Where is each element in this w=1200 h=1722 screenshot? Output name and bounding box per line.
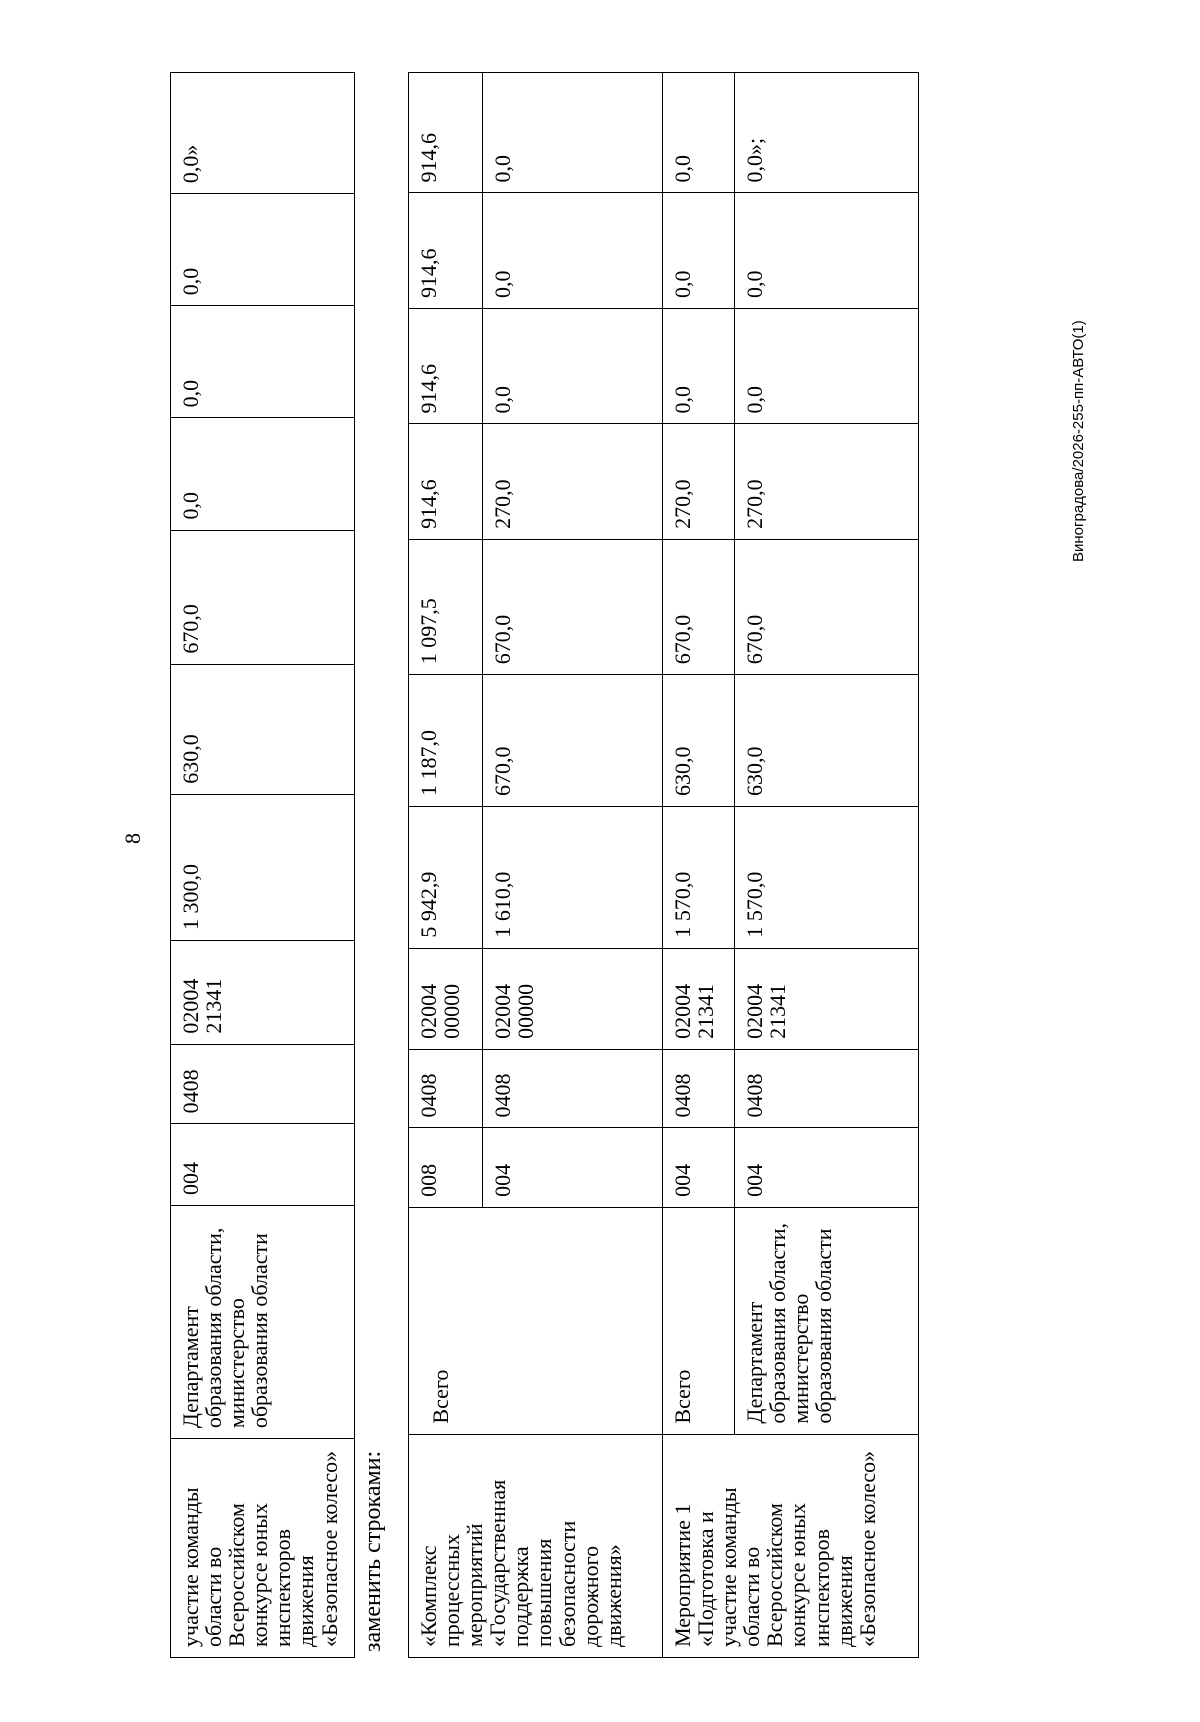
csr-cell: 02004 00000 <box>483 948 663 1049</box>
rzpr-cell: 0408 <box>171 1044 355 1124</box>
table-previous-row <box>170 72 355 1658</box>
year1-cell: 630,0 <box>663 675 735 807</box>
csr-cell: 02004 21341 <box>171 941 355 1045</box>
year6-cell: 0,0 <box>483 73 663 194</box>
year5-cell: 0,0 <box>171 194 355 306</box>
grbs-cell: 004 <box>735 1128 919 1207</box>
year6-cell: 914,6 <box>409 73 483 194</box>
year2-cell: 670,0 <box>171 530 355 664</box>
year3-cell: 270,0 <box>735 424 919 539</box>
year6-cell: 0,0 <box>663 73 735 194</box>
document-code: Виноградова/2026-255-пп-АВТО(1) <box>1070 320 1087 562</box>
replace-instruction: заменить строками: <box>360 1450 386 1652</box>
year4-cell: 0,0 <box>171 306 355 418</box>
year4-cell: 0,0 <box>483 308 663 423</box>
executor-cell: Всего <box>663 1207 735 1434</box>
year2-cell: 670,0 <box>735 539 919 674</box>
year3-cell: 914,6 <box>409 424 483 539</box>
grbs-cell: 004 <box>171 1124 355 1206</box>
csr-cell: 02004 00000 <box>409 948 483 1049</box>
year2-cell: 1 097,5 <box>409 539 483 674</box>
year1-cell: 670,0 <box>483 675 663 807</box>
executor-cell: Департамент образования области, министерство образования области <box>171 1206 355 1439</box>
year2-cell: 670,0 <box>483 539 663 674</box>
rzpr-cell: 0408 <box>735 1049 919 1128</box>
rzpr-cell: 0408 <box>409 1049 483 1128</box>
year2-cell: 670,0 <box>663 539 735 674</box>
year5-cell: 0,0 <box>483 193 663 308</box>
table-row <box>663 73 735 1658</box>
grbs-cell: 004 <box>663 1128 735 1207</box>
year4-cell: 0,0 <box>663 308 735 423</box>
executor-cell: Департамент образования области, министерство образования области <box>735 1207 919 1434</box>
year3-cell: 270,0 <box>663 424 735 539</box>
table-row <box>735 73 919 1658</box>
year4-cell: 0,0 <box>735 308 919 423</box>
total-cell: 1 570,0 <box>735 806 919 948</box>
year4-cell: 914,6 <box>409 308 483 423</box>
total-cell: 1 300,0 <box>171 794 355 940</box>
year1-cell: 630,0 <box>171 664 355 794</box>
rzpr-cell: 0408 <box>663 1049 735 1128</box>
total-cell: 1 570,0 <box>663 806 735 948</box>
year6-cell: 0,0»; <box>735 73 919 194</box>
grbs-cell: 008 <box>409 1128 483 1207</box>
total-cell: 5 942,9 <box>409 806 483 948</box>
complex-executor-cell: Всего <box>409 1207 663 1434</box>
csr-cell: 02004 21341 <box>735 948 919 1049</box>
year5-cell: 0,0 <box>735 193 919 308</box>
grbs-cell: 004 <box>483 1128 663 1207</box>
table-new-rows <box>408 72 919 1658</box>
rotated-page-content <box>58 72 1158 1672</box>
complex-name-cell: «Комплекс процессных мероприятий «Государственная поддержка повышения безопасности дорожного движения» <box>409 1434 663 1657</box>
year1-cell: 1 187,0 <box>409 675 483 807</box>
year6-cell: 0,0» <box>171 73 355 194</box>
table-row <box>171 73 355 1658</box>
year3-cell: 0,0 <box>171 418 355 530</box>
year1-cell: 630,0 <box>735 675 919 807</box>
year3-cell: 270,0 <box>483 424 663 539</box>
event1-name-cell: Мероприятие 1 «Подготовка и участие команды области во Всероссийском конкурсе юных инспекторов движения «Безопасное колесо» <box>663 1434 919 1657</box>
rzpr-cell: 0408 <box>483 1049 663 1128</box>
table-row <box>409 73 483 1658</box>
page-number: 8 <box>120 833 145 844</box>
year5-cell: 0,0 <box>663 193 735 308</box>
csr-cell: 02004 21341 <box>663 948 735 1049</box>
event-name-cell: участие команды области во Всероссийском конкурсе юных инспекторов движения «Безопасное колесо» <box>171 1439 355 1658</box>
year5-cell: 914,6 <box>409 193 483 308</box>
total-cell: 1 610,0 <box>483 806 663 948</box>
